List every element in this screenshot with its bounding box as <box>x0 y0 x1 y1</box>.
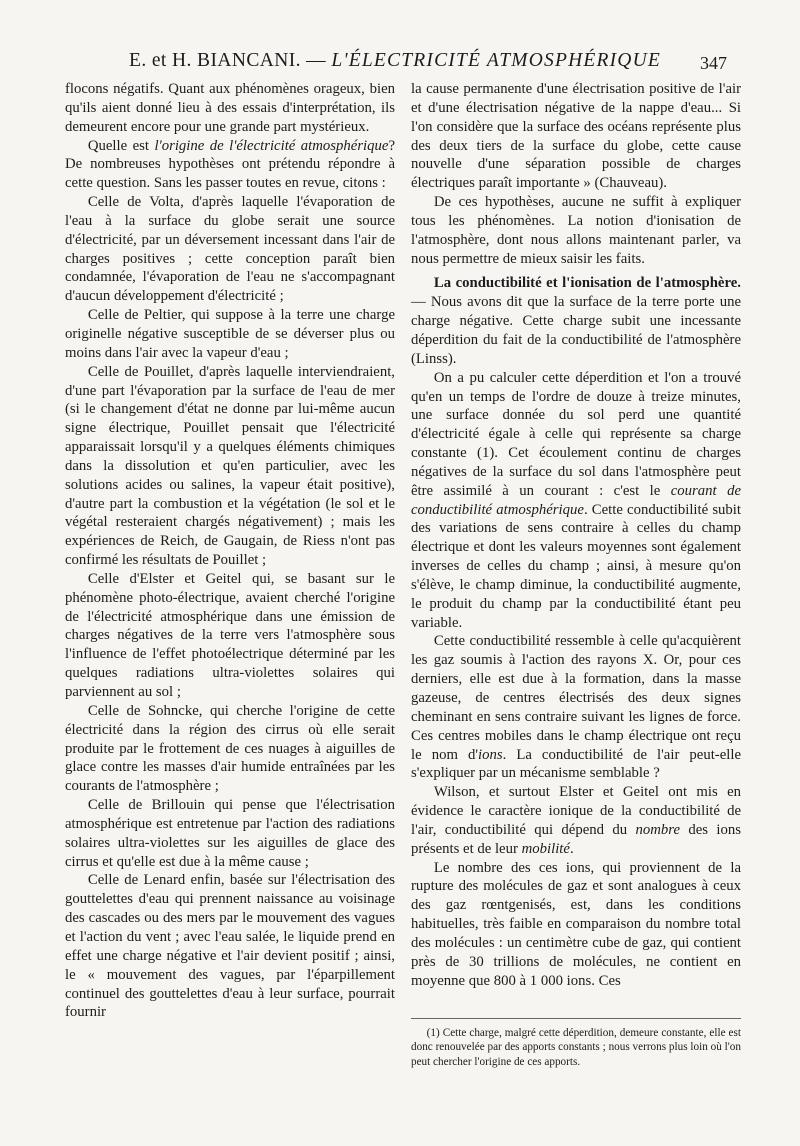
header-title: L'ÉLECTRICITÉ ATMOSPHÉRIQUE <box>331 50 661 71</box>
section-heading: La conductibilité et l'ionisation de l'atmosphère. <box>433 275 741 292</box>
italic-phrase: nombre <box>635 821 681 838</box>
italic-phrase: mobilité <box>521 840 570 857</box>
paragraph: Le nombre des ces ions, qui proviennent de la rupture des molécules de gaz et sont analogues à ceux des gaz rœntgenisés, est, dans les conditions habituelles, très faible en comparaison du nombre total des molécules : un centimètre cube de gaz, qui contient près de 30 trillions de molécules, ne contient en moyenne que 800 à 1 000 ions. Ces <box>411 859 741 989</box>
paragraph: Celle de Volta, d'après laquelle l'évaporation de l'eau à la surface du globe serait une source d'électricité, par un déversement incessant dans l'air de charges positives ; cette conception paraît bien condamnée, l'évaporation de l'eau ne s'accompagnant d'aucun développement d'électricité ; <box>65 194 395 305</box>
paragraph: Celle d'Elster et Geitel qui, se basant sur le phénomène photo-électrique, avaient cherché l'origine de l'électricité atmosphérique dans une émission de charges négatives de la terre vers l'atmosphère sous l'influence de l'effet photoélectrique déterminé par les quelques radiations ultra-violettes solaires qui parviennent au sol ; <box>65 570 395 700</box>
paragraph: On a pu calculer cette déperdition et l'on a trouvé qu'en un temps de l'ordre de douze à treize minutes, une surface donnée du sol perd une quantité d'électricité égale à celle qui représente sa charge constante (1). Cet écoulement continu de charges négatives de la surface du sol dans l'atmosphère peut être assimilé à un courant : c'est le courant de conductibilité atmosphérique. Cette conductibilité subit des variations de sens contraire à celles du champ électrique et dont les valeurs moyennes sont également inverses de celles du champ ; ainsi, à mesure qu'on s'élève, le champ diminue, la conductibilité augmente, le produit du champ par la conductibilité étant peu variable. <box>411 369 741 631</box>
page-number: 347 <box>700 53 727 73</box>
header-authors: E. et H. BIANCANI. <box>129 50 301 71</box>
right-column <box>411 80 741 991</box>
paragraph: Wilson, et surtout Elster et Geitel ont mis en évidence le caractère ionique de la conductibilité de l'air, conductibilité qui dépend du nombre des ions présents et de leur mobilité. <box>411 784 741 857</box>
paragraph: flocons négatifs. Quant aux phénomènes orageux, bien qu'ils aient donné lieu à des essais d'interprétation, ils demeurent encore pour une grande part mystérieux. <box>65 81 395 135</box>
header-separator: — <box>306 50 327 71</box>
paragraph: Celle de Lenard enfin, basée sur l'électrisation des gouttelettes d'eau qui prennent naissance au voisinage des cascades ou des mers par le mouvement des vagues et l'action du vent ; avec l'eau salée, le liquide prend en effet une charge négative et l'air devient positif ; ainsi, le « mouvement des vagues, par l'éparpillement continuel des gouttelettes d'eau à leur surface, pourrait fournir <box>65 872 395 1021</box>
paragraph: Celle de Pouillet, d'après laquelle interviendraient, d'une part l'évaporation par la surface de l'eau de mer (si le changement d'état ne donne par lui-même aucun signe électrique, Pouillet pensait que l'électricité apparaissait lorsqu'il y a quelques éléments chimiques dans la dissolution et qu'en particulier, avec les solutions acides ou salines, la vapeur était positive), d'autre part la combustion et la végétation (le sol et le végétal resteraient chargés négativement) ; mais les expériences de Reich, de Gaugain, de Riess n'ont pas confirmé les résultats de Pouillet ; <box>65 363 395 569</box>
paragraph: la cause permanente d'une électrisation positive de l'air et d'une électrisation négative de la nappe d'eau... Si l'on considère que la surface des océans représente plus des deux tiers de la surface du globe, cette cause nouvelle d'une séparation possible de charges électriques paraît importante » (Chauveau). <box>411 81 741 192</box>
footnote-area <box>411 1018 741 1086</box>
footnote: (1) Cette charge, malgré cette déperdition, demeure constante, elle est donc renouvelée par des apports constants ; nous verrons plus loin où l'on peut chercher l'origine de ces apports. <box>411 1027 741 1068</box>
paragraph: Celle de Peltier, qui suppose à la terre une charge originelle négative susceptible de se déverser plus ou moins dans l'air avec la vapeur d'eau ; <box>65 307 395 361</box>
paragraph: De ces hypothèses, aucune ne suffit à expliquer tous les phénomènes. La notion d'ionisation de l'atmosphère, dont nous allons maintenant parler, va nous permettre de mieux saisir les faits. <box>411 194 741 267</box>
italic-phrase: ions <box>478 746 503 763</box>
paragraph: Cette conductibilité ressemble à celle qu'acquièrent les gaz soumis à l'action des rayons X. Or, pour ces derniers, elle est due à la formation, dans la masse gazeuse, de centres électrisés des deux signes cheminant en sens contraire suivant les lignes de force. Ces centres mobiles dans le champ électrique ont reçu le nom d'ions. La conductibilité de l'air peut-elle s'expliquer par un mécanisme semblable ? <box>411 633 741 782</box>
running-header <box>0 50 800 80</box>
paragraph: Celle de Brillouin qui pense que l'électrisation atmosphérique est entretenue par l'action des radiations solaires ultra-violettes sur les aiguilles de glace des cirrus et qu'elle est due à la même cause ; <box>65 797 395 870</box>
italic-phrase: l'origine de l'électricité atmosphérique <box>154 137 389 154</box>
paragraph: Quelle est l'origine de l'électricité atmosphérique? De nombreuses hypothèses ont prétendu répondre à cette question. Sans les passer toutes en revue, citons : <box>65 137 396 192</box>
running-title <box>100 50 690 72</box>
section-paragraph: La conductibilité et l'ionisation de l'atmosphère. — Nous avons dit que la surface de la terre porte une charge négative. Cette charge subit une incessante déperdition du fait de la conductibilité de l'atmosphère (Linss). <box>411 275 741 367</box>
italic-phrase: courant de conductibilité atmosphérique <box>411 482 741 518</box>
paragraph: Celle de Sohncke, qui cherche l'origine de cette électricité dans la région des cirrus où elle serait produite par le frottement de ces nuages à aiguilles de glace contre les masses d'air humide entraînées par les courants de l'atmosphère ; <box>65 702 395 795</box>
left-column <box>65 80 395 1022</box>
